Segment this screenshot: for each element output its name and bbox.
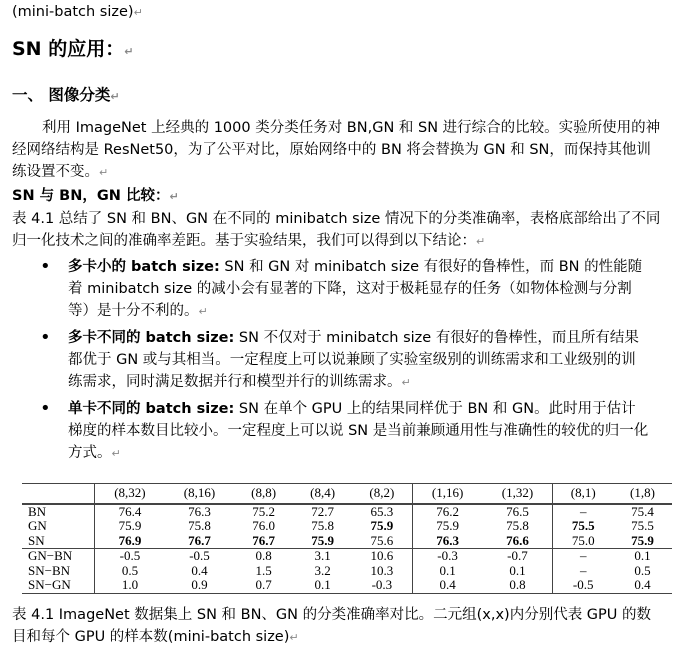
heading-text: SN 的应用： — [12, 38, 125, 60]
paragraph-mark: ↵ — [124, 45, 134, 58]
table-header-row — [22, 484, 672, 504]
table-row — [22, 534, 672, 549]
column-header: (8,16) — [165, 484, 234, 504]
table-cell: -0.5 — [95, 549, 165, 564]
paragraph-mark: ↵ — [169, 190, 179, 203]
bullet-text: SN 和 GN 对 minibatch size 有很好的鲁棒性，而 BN 的性能随着 minibatch size 的减小会有显著的下降，这对于极耗显存的任务（如物体检测与分割等）是十分不利的。 — [68, 259, 643, 319]
table-row — [22, 504, 672, 520]
table-cell: – — [553, 564, 613, 579]
compare-text: 表 4.1 总结了 SN 和 BN、GN 在不同的 minibatch size 情况下的分类准确率，表格底部给出了不同归一化技术之间的准确率差距。基于实验结果，我们可以得到以下结论： — [12, 211, 661, 249]
table-cell: 76.9 — [95, 534, 165, 549]
section-heading — [12, 83, 120, 105]
row-label: GN — [28, 518, 47, 533]
column-header: (1,32) — [483, 484, 553, 504]
results-table — [22, 483, 672, 594]
table-cell: 76.7 — [188, 532, 211, 548]
bullet-label: 多卡小的 batch size: — [68, 259, 220, 275]
table-cell: -0.3 — [352, 578, 412, 593]
column-header: (8,2) — [352, 484, 412, 504]
table-row — [22, 519, 672, 534]
intro-text: 利用 ImageNet 上经典的 1000 类分类任务对 BN,GN 和 SN 进行综合的比较。实验所使用的神经网络结构是 ResNet50，为了公平对比，原始网络中的 BN 将会替换为 GN 和 SN，而保持其他训练设置不变。 — [12, 120, 661, 180]
caption-text: 表 4.1 ImageNet 数据集上 SN 和 BN、GN 的分类准确率对比。二元组(x,x)内分别代表 GPU 的数目和每个 GPU 的样本数(mini-batch size) — [12, 607, 652, 645]
table-cell: -0.7 — [483, 549, 553, 564]
table-cell: 75.9 — [412, 519, 482, 534]
table-cell: 75.8 — [188, 518, 211, 533]
table-cell: 1.5 — [255, 562, 272, 578]
table-cell: 75.4 — [631, 503, 654, 519]
table-cell: 3.2 — [314, 562, 331, 578]
row-label: SN−GN — [22, 578, 95, 593]
column-header: (1,16) — [412, 484, 482, 504]
column-header: (8,32) — [95, 484, 165, 504]
table-cell: – — [553, 549, 613, 564]
paragraph-mark: ↵ — [99, 166, 109, 179]
table-cell: 75.8 — [311, 518, 334, 533]
table-cell: 0.4 — [613, 578, 672, 593]
table-cell: 0.8 — [234, 549, 293, 564]
table-cell: 0.5 — [95, 564, 165, 579]
table-cell: 72.7 — [311, 503, 334, 519]
table-cell: 75.2 — [252, 503, 275, 519]
column-header — [22, 484, 95, 504]
table-cell: 0.1 — [412, 564, 482, 579]
table-cell: -0.5 — [553, 578, 613, 593]
compare-paragraph — [12, 208, 662, 253]
table-row — [22, 564, 672, 579]
table-cell: 75.9 — [311, 532, 334, 548]
paragraph-mark: ↵ — [133, 6, 143, 19]
section-text: 一、 图像分类 — [12, 86, 111, 104]
table-cell: -0.3 — [412, 549, 482, 564]
row-label: SN — [28, 532, 45, 548]
conclusion-list — [40, 256, 650, 469]
table-cell: 76.5 — [506, 503, 529, 519]
table-cell: 76.6 — [506, 532, 529, 548]
table-cell: 1.0 — [95, 578, 165, 593]
table-cell: 0.9 — [165, 578, 234, 593]
paragraph-mark: ↵ — [110, 90, 120, 103]
column-header: (8,8) — [234, 484, 293, 504]
column-header: (8,4) — [293, 484, 352, 504]
paragraph-mark: ↵ — [476, 235, 486, 248]
paragraph-mark: ↵ — [198, 305, 208, 318]
table-cell: 0.1 — [293, 578, 352, 593]
table-cell: 75.5 — [553, 519, 613, 534]
table-row — [22, 578, 672, 593]
table-cell: 0.8 — [483, 578, 553, 593]
top-line — [12, 1, 662, 24]
table-cell: 75.5 — [631, 518, 654, 533]
table-cell: 0.1 — [509, 562, 526, 578]
paragraph-mark: ↵ — [401, 376, 411, 389]
table-cell: -0.5 — [165, 549, 234, 564]
text: (mini-batch size) — [12, 4, 134, 20]
table-cell: 76.3 — [412, 534, 482, 549]
table-cell: 0.5 — [634, 562, 651, 578]
list-item — [40, 398, 650, 465]
table-cell: – — [553, 504, 613, 520]
row-label: SN−BN — [28, 562, 71, 578]
column-header: (1,8) — [613, 484, 672, 504]
table-cell: 0.4 — [412, 578, 482, 593]
table-cell: 75.0 — [553, 534, 613, 549]
paragraph-mark: ↵ — [289, 631, 299, 644]
compare-heading — [12, 185, 662, 208]
heading — [12, 34, 133, 61]
intro-paragraph — [12, 117, 662, 184]
table-cell: 75.9 — [370, 518, 394, 533]
table-cell: 75.8 — [506, 518, 529, 533]
table-cell: 76.2 — [412, 504, 482, 520]
table-cell: 76.3 — [188, 503, 211, 519]
table-cell: 65.3 — [370, 503, 394, 519]
table-cell: 0.1 — [613, 549, 672, 564]
bullet-text: SN 不仅对于 minibatch size 有很好的鲁棒性，而且所有结果都优于 GN 或与其相当。一定程度上可以说兼顾了实验室级别的训练需求和工业级别的训练需求，同时满足数据并行和模型并行的训练需求。 — [68, 330, 639, 390]
table-cell: 76.4 — [95, 504, 165, 520]
table-cell: 75.9 — [95, 519, 165, 534]
bullet-text: SN 在单个 GPU 上的结果同样优于 BN 和 GN。此时用于估计梯度的样本数目比较小。一定程度上可以说 SN 是当前兼顾通用性与准确性的较优的归一化方式。 — [68, 401, 649, 461]
table-row — [22, 549, 672, 564]
list-item — [40, 327, 650, 394]
bullet-label: 单卡不同的 batch size: — [68, 401, 235, 417]
column-header: (8,1) — [553, 484, 613, 504]
table-cell: 10.3 — [370, 562, 394, 578]
paragraph-mark: ↵ — [111, 447, 121, 460]
table-cell: 76.0 — [252, 518, 275, 533]
table-cell: 0.4 — [191, 562, 208, 578]
table-cell: 75.6 — [370, 532, 394, 548]
row-label: BN — [28, 503, 47, 519]
bullet-label: 多卡不同的 batch size: — [68, 330, 235, 346]
row-label: GN−BN — [22, 549, 95, 564]
table-cell: 3.1 — [293, 549, 352, 564]
list-item — [40, 256, 650, 323]
table-cell: 76.7 — [252, 532, 275, 548]
table-caption — [12, 604, 662, 649]
table-cell: 75.9 — [631, 532, 654, 548]
table-cell: 10.6 — [352, 549, 412, 564]
table-cell: 0.7 — [234, 578, 293, 593]
compare-heading-text: SN 与 BN，GN 比较： — [12, 188, 170, 204]
